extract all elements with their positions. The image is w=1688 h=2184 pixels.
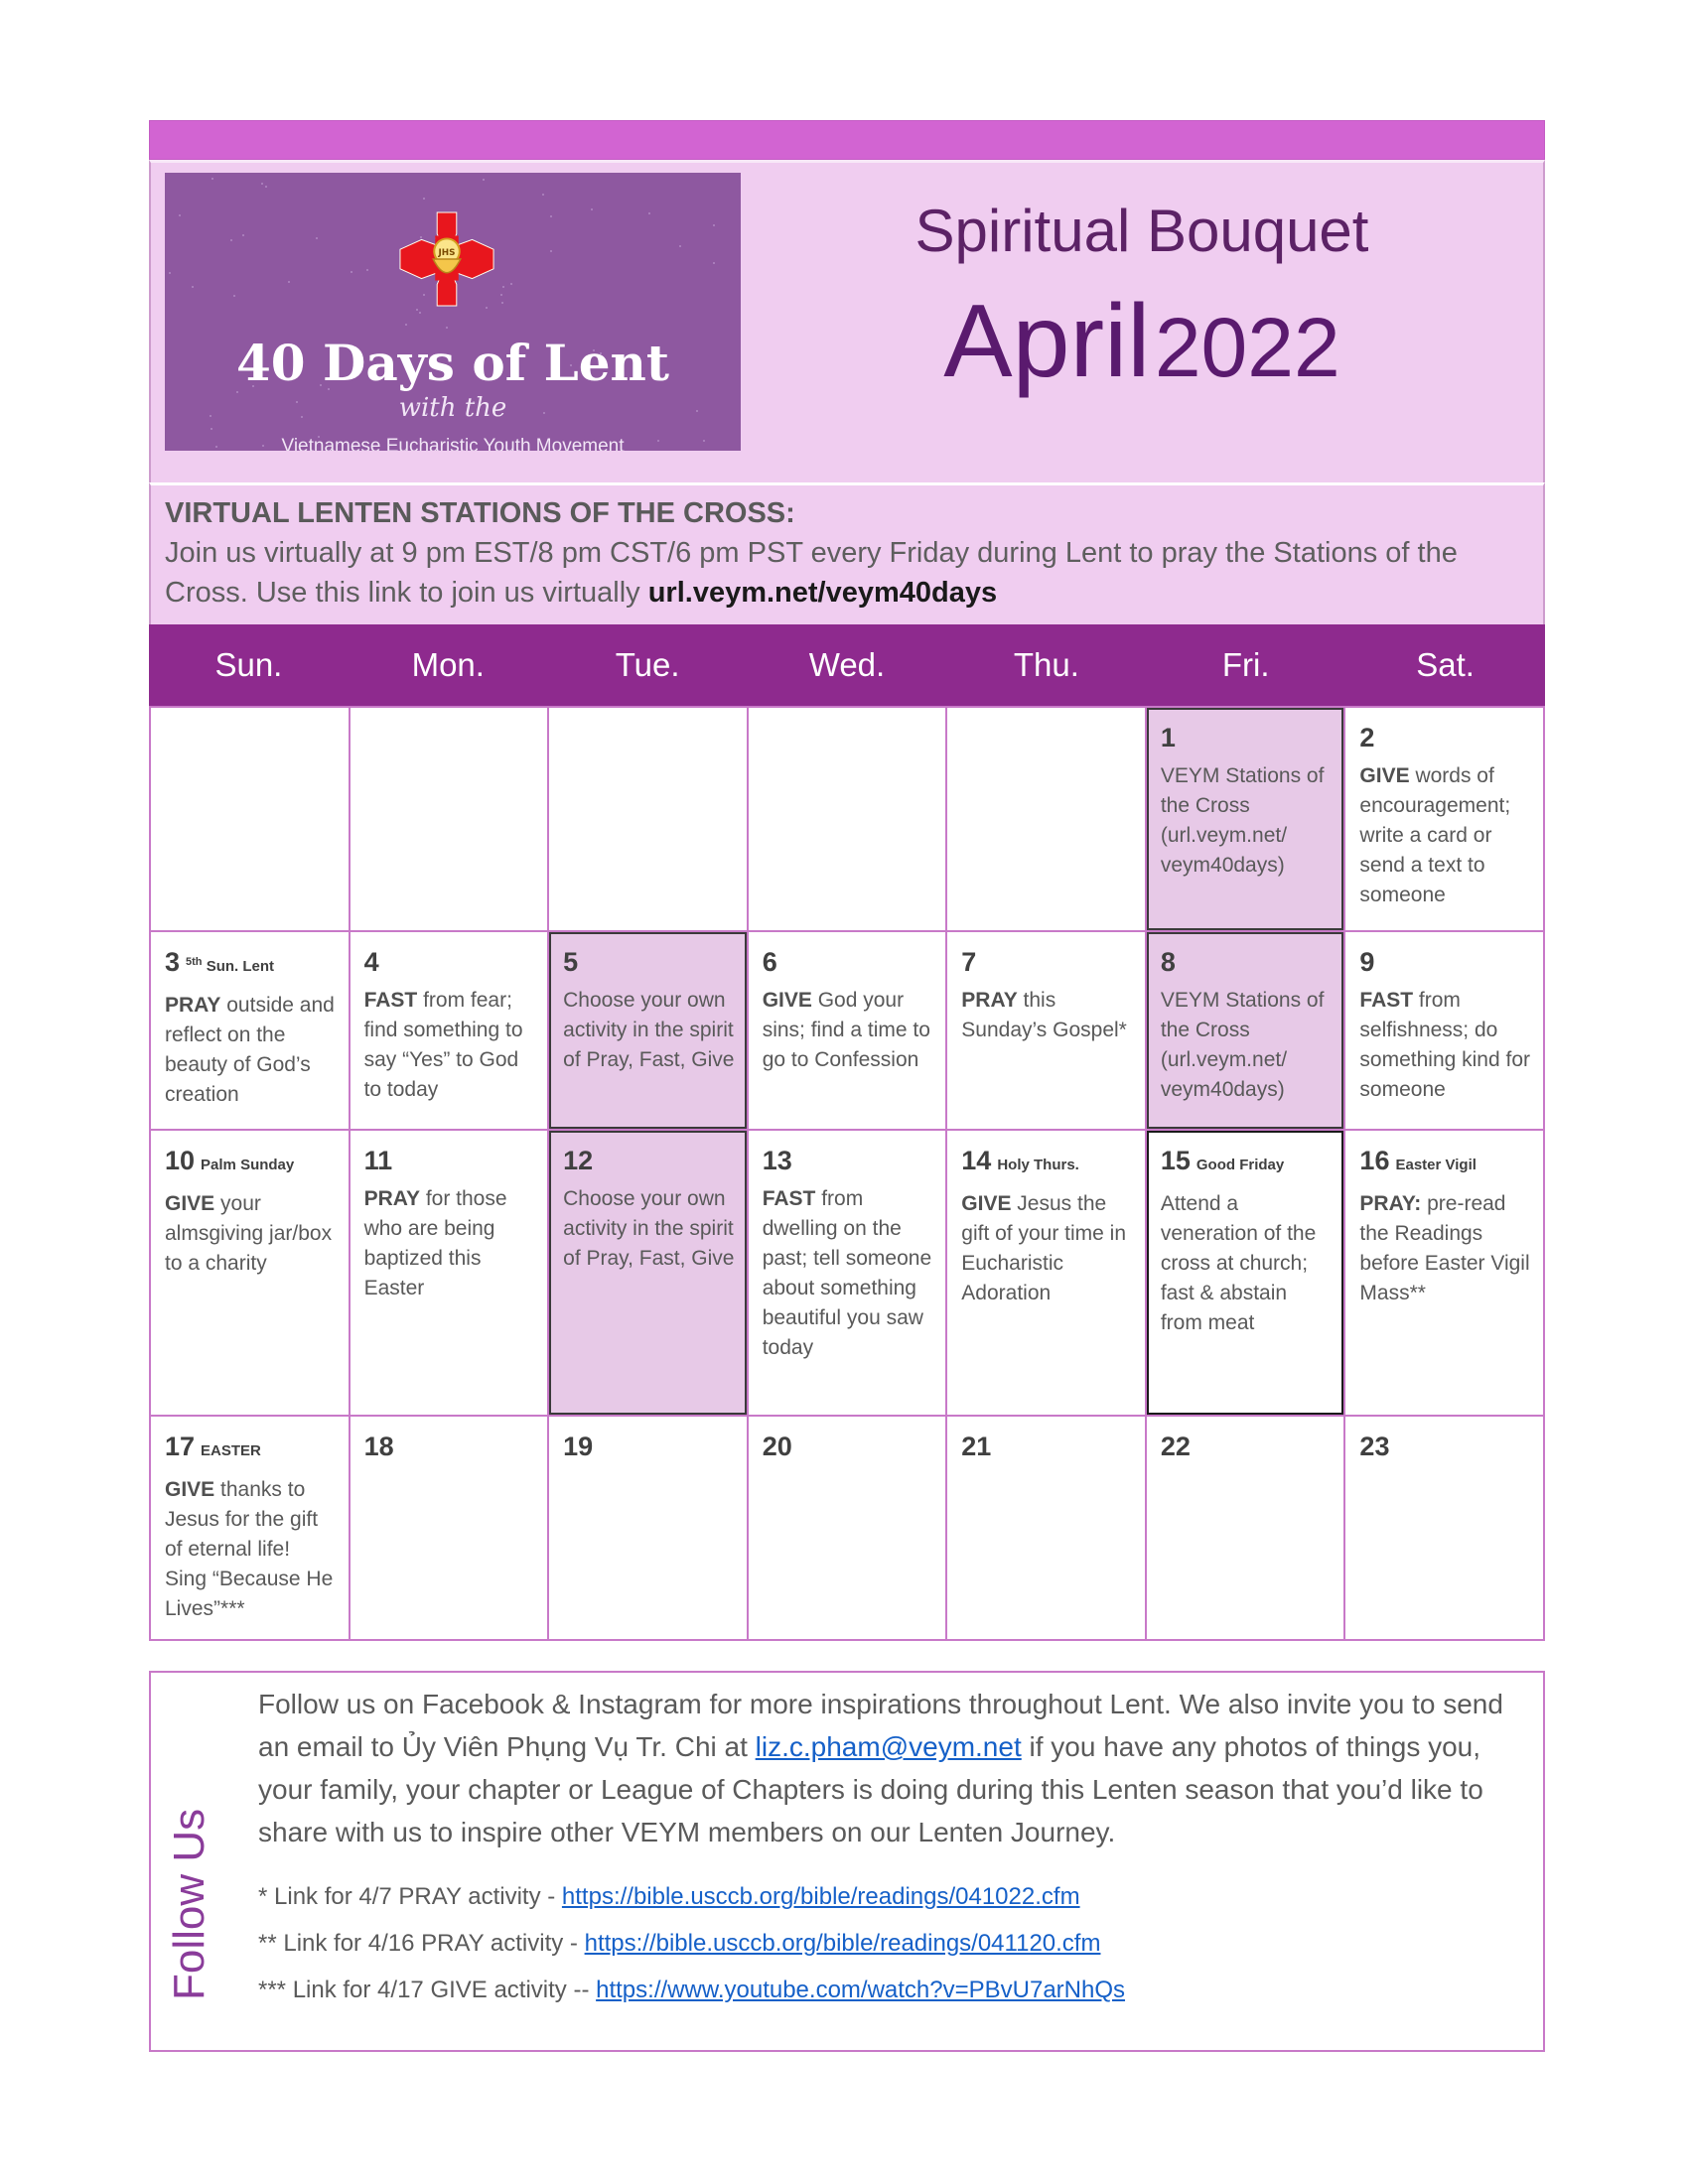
follow-us-label: Follow Us [165,1808,213,2000]
footnote-3: *** Link for 4/17 GIVE activity -- https://www.youtube.com/watch?v=PBvU7arNhQs [258,1977,1126,2003]
weekday-fri: Fri. [1221,646,1270,683]
day-cell-16 [1345,1131,1545,1417]
day-cell-12 [549,1131,749,1417]
day-number: 3 $^{5th}$ Sun. Lent [165,947,275,977]
day-cell-5 [549,932,749,1131]
header [149,160,1545,482]
day-cell-20 [749,1417,948,1641]
day-number: 2 [1359,723,1375,752]
day-activity: FAST from fear; find something to say “Yes” to God to today [363,989,523,1101]
day-activity: VEYM Stations of the Cross (url.veym.net/ veym40days) [1160,764,1325,877]
logo-star [265,186,267,188]
day-activity: GIVE God your sins; find a time to go to Confession [762,989,930,1071]
lent-logo [165,173,741,451]
empty-cell [947,708,1147,932]
day-note: Easter Vigil [1395,1157,1477,1173]
empty-cell [351,708,550,932]
day-number: 7 [961,947,977,977]
empty-cell [151,708,351,932]
logo-star [679,245,681,247]
month-year [741,283,1543,401]
info-link[interactable]: url.veym.net/veym40days [647,577,998,609]
footnote-links [258,1873,1523,2013]
logo-star [316,237,318,239]
day-cell-13 [749,1131,948,1417]
day-number: 15 Good Friday [1160,1146,1285,1175]
logo-star [211,428,212,430]
weekday-sun: Sun. [214,646,283,683]
logo-star [500,294,502,296]
weekday-tue: Tue. [615,646,680,683]
day-cell-19 [549,1417,749,1641]
logo-star [483,179,485,181]
day-number: 20 [762,1432,792,1461]
day-activity: GIVE words of encouragement; write a card or send a text to someone [1359,764,1511,906]
day-activity: Choose your own activity in the spirit of Pray, Fast, Give [563,989,735,1071]
info-text: Join us virtually at 9 pm EST/8 pm CST/6 pm PST every Friday during Lent to pray the Stations of the Cross. Use this link to join us virtually [165,537,1458,609]
month: April [943,284,1151,399]
day-number: 16 Easter Vigil [1359,1146,1477,1175]
logo-star [242,234,244,236]
day-activity: PRAY for those who are being baptized this Easter [363,1187,507,1299]
logo-star [713,262,715,264]
logo-star [502,286,504,288]
page-title: Spiritual Bouquet [914,198,1369,264]
day-activity: GIVE your almsgiving jar/box to a charity [165,1192,333,1275]
reading-link-2[interactable]: https://bible.usccb.org/bible/readings/041120.cfm [584,1930,1101,1957]
logo-star [169,272,171,274]
day-cell-2 [1345,708,1545,932]
weekday-wed: Wed. [808,646,886,683]
day-number: 1 [1160,723,1176,752]
logo-star [405,324,407,326]
logo-star [211,178,213,180]
day-cell-8 [1147,932,1346,1131]
reading-link-1[interactable]: https://bible.usccb.org/bible/readings/041022.cfm [561,1883,1080,1910]
cross-emblem-icon [398,210,495,308]
logo-star [351,271,352,273]
video-link[interactable]: https://www.youtube.com/watch?v=PBvU7arNhQs [596,1977,1126,2003]
day-cell-14 [947,1131,1147,1417]
logo-star [591,208,593,210]
day-activity: PRAY this Sunday’s Gospel* [961,989,1127,1041]
day-cell-15 [1147,1131,1346,1417]
logo-star [542,194,544,196]
footnote-2: ** Link for 4/16 PRAY activity - https://bible.usccb.org/bible/readings/041120.cfm [258,1930,1101,1957]
day-cell-17 [151,1417,351,1641]
day-cell-11 [351,1131,550,1417]
logo-star [288,281,290,283]
day-cell-3 [151,932,351,1131]
emblem-text: JHS [438,248,456,259]
day-note: Palm Sunday [201,1157,295,1173]
logo-star [510,283,512,285]
day-note: $^{5th}$ Sun. Lent [186,956,275,975]
day-cell-21 [947,1417,1147,1641]
day-number: 22 [1160,1432,1191,1461]
logo-star [230,239,232,241]
day-number: 23 [1359,1432,1390,1461]
day-number: 18 [363,1432,394,1461]
day-activity: Choose your own activity in the spirit of Pray, Fast, Give [563,1187,735,1270]
follow-us-box [149,1671,1545,2052]
day-activity: Attend a veneration of the cross at church; fast & abstain from meat [1160,1192,1317,1334]
logo-star [550,250,552,252]
logo-star [192,286,194,288]
day-number: 9 [1359,947,1375,977]
logo-subtitle: with the [398,393,507,423]
logo-star [179,214,181,216]
day-number: 6 [762,947,777,977]
day-number: 13 [762,1146,792,1175]
day-activity: FAST from dwelling on the past; tell someone about something beautiful you saw today [762,1187,932,1359]
day-activity: VEYM Stations of the Cross (url.veym.net/ veym40days) [1160,989,1325,1101]
email-link[interactable]: liz.c.pham@veym.net [755,1731,1022,1762]
logo-star [648,212,650,214]
calendar-grid [149,706,1545,1641]
day-activity: PRAY: pre-read the Readings before Easter Vigil Mass** [1359,1192,1530,1304]
day-cell-10 [151,1131,351,1417]
logo-star [423,198,425,200]
follow-us-text: Follow us on Facebook & Instagram for more inspirations throughout Lent. We also invite you to send an email to Ủy Viên Phụng Vụ Tr. Chi at liz.c.pham@veym.net if you have any photos of things you, your family, your chapter or League of Chapters is doing during this Lenten season that you’d like to share with us to inspire other VEYM members on our Lenten Journey. [258,1689,1503,1847]
logo-star [550,215,552,217]
title-block [741,163,1543,482]
day-number: 8 [1160,947,1176,977]
logo-star [419,312,421,314]
day-activity: GIVE Jesus the gift of your time in Eucharistic Adoration [961,1192,1127,1304]
year: 2022 [1154,301,1340,394]
day-activity: FAST from selfishness; do something kind for someone [1359,989,1531,1101]
day-cell-22 [1147,1417,1346,1641]
day-activity: GIVE thanks to Jesus for the gift of eternal life! Sing “Because He Lives”*** [165,1478,334,1620]
day-number: 5 [563,947,579,977]
logo-star [261,183,263,185]
empty-cell [749,708,948,932]
footnote-1: * Link for 4/7 PRAY activity - https://bible.usccb.org/bible/readings/041022.cfm [258,1883,1080,1910]
day-cell-9 [1345,932,1545,1131]
logo-star [366,269,368,271]
day-number: 10 Palm Sunday [165,1146,295,1175]
top-accent-bar [149,120,1545,160]
day-cell-7 [947,932,1147,1131]
logo-star [501,302,503,304]
stations-info [149,482,1545,624]
day-number: 4 [363,947,379,977]
empty-cell [549,708,749,932]
day-cell-6 [749,932,948,1131]
logo-star [713,224,715,226]
day-number: 11 [363,1146,393,1175]
logo-star [416,309,418,311]
weekday-sat: Sat. [1416,646,1475,683]
day-number: 19 [563,1432,594,1461]
day-number: 12 [563,1146,594,1175]
logo-star [233,295,235,297]
logo-title: 40 Days of Lent [235,334,670,392]
info-heading: VIRTUAL LENTEN STATIONS OF THE CROSS: [165,497,795,529]
weekday-header [149,624,1545,706]
day-number: 14 Holy Thurs. [961,1146,1079,1175]
logo-org: Vietnamese Eucharistic Youth Movement [281,436,625,451]
day-cell-4 [351,932,550,1131]
day-cell-1 [1147,708,1346,932]
day-note: Good Friday [1196,1157,1285,1173]
day-note: Holy Thurs. [997,1157,1079,1173]
day-number: 17 EASTER [165,1432,261,1461]
day-cell-23 [1345,1417,1545,1641]
day-cell-18 [351,1417,550,1641]
day-number: 21 [961,1432,992,1461]
day-activity: PRAY outside and reflect on the beauty of God’s creation [165,994,335,1106]
calendar-page [149,120,1545,2052]
weekday-thu: Thu. [1013,646,1079,683]
day-note: EASTER [201,1442,261,1459]
logo-star [446,327,448,329]
weekday-mon: Mon. [411,646,485,683]
